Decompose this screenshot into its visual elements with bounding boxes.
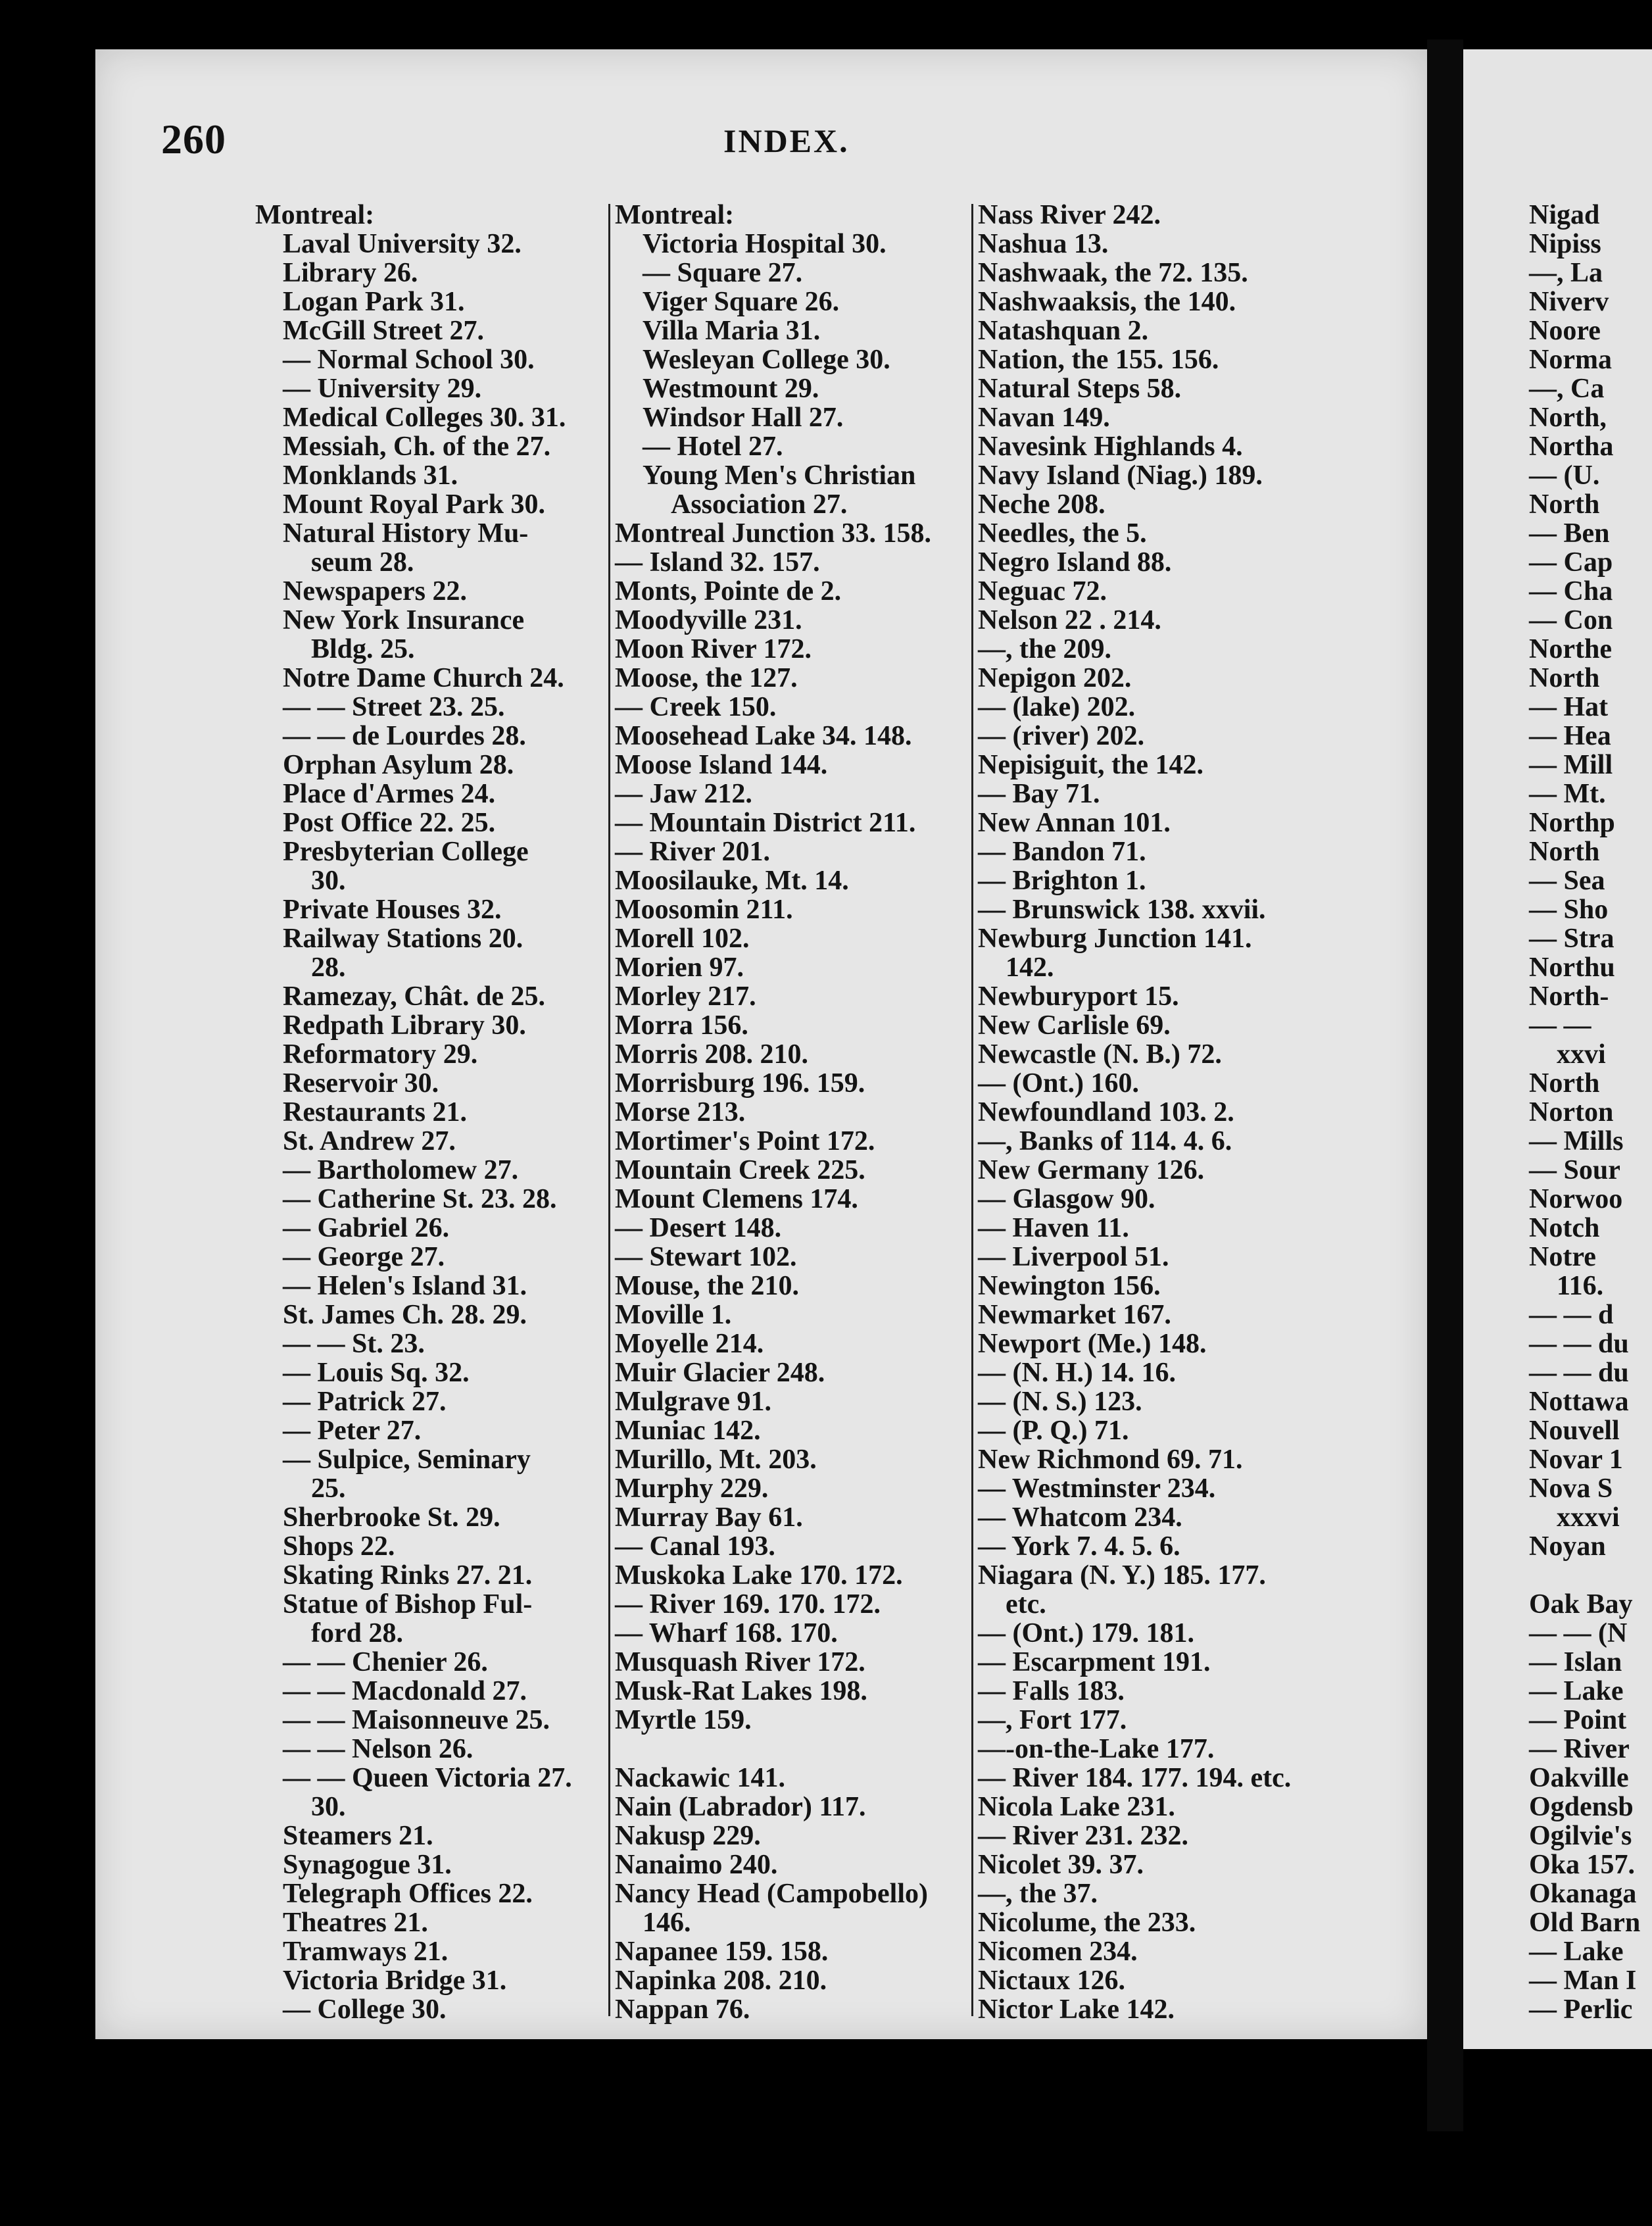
index-entry: — Island 32. 157. [615, 547, 820, 578]
index-entry: — Hotel 27. [643, 432, 783, 462]
index-entry: seum 28. [311, 547, 414, 578]
index-entry: Sherbrooke St. 29. [283, 1502, 500, 1533]
index-entry: — Man I [1529, 1966, 1637, 1996]
index-entry: Moosomin 211. [615, 895, 793, 925]
index-entry: Young Men's Christian [643, 460, 916, 491]
index-section-gap [615, 1735, 970, 1764]
index-entry: Statue of Bishop Ful- [283, 1589, 533, 1620]
index-entry: Mountain Creek 225. [615, 1155, 865, 1185]
index-entry: Niverv [1529, 287, 1609, 317]
page-title: INDEX. [723, 122, 850, 159]
index-entry: Post Office 22. 25. [283, 808, 496, 838]
index-entry: Moosilauke, Mt. 14. [615, 866, 849, 896]
index-entry: — Catherine St. 23. 28. [283, 1184, 557, 1214]
index-entry: — Con [1529, 605, 1613, 635]
index-entry: Newmarket 167. [978, 1300, 1171, 1330]
index-entry: Noore [1529, 316, 1601, 346]
index-entry: Nepisiguit, the 142. [978, 750, 1204, 780]
index-entry: — Mt. [1529, 779, 1606, 809]
index-entry: Neche 208. [978, 489, 1105, 520]
index-entry: North [1529, 663, 1600, 693]
index-entry: Nicola Lake 231. [978, 1792, 1175, 1822]
index-entry: —, Banks of 114. 4. 6. [978, 1126, 1232, 1156]
index-entry: — Glasgow 90. [978, 1184, 1155, 1214]
index-entry: — University 29. [283, 374, 482, 404]
index-entry: Newcastle (N. B.) 72. [978, 1039, 1222, 1070]
index-entry: Notch [1529, 1213, 1600, 1243]
index-entry: Bldg. 25. [311, 634, 415, 664]
index-entry: — Sulpice, Seminary [283, 1445, 531, 1475]
index-entry: — Falls 183. [978, 1676, 1125, 1706]
index-entry: Wesleyan College 30. [643, 345, 890, 375]
index-entry: — Canal 193. [615, 1531, 775, 1562]
index-entry: — Lake [1529, 1937, 1624, 1967]
index-entry: Natural Steps 58. [978, 374, 1182, 404]
index-entry: — Haven 11. [978, 1213, 1129, 1243]
index-entry: — Hea [1529, 721, 1611, 751]
index-entry: Notre Dame Church 24. [283, 663, 564, 693]
index-entry: North [1529, 489, 1600, 520]
index-entry: ford 28. [311, 1618, 403, 1648]
index-entry: — (river) 202. [978, 721, 1145, 751]
index-entry: Nipiss [1529, 229, 1601, 259]
index-entry: — Cha [1529, 576, 1613, 606]
index-entry: Newport (Me.) 148. [978, 1329, 1207, 1359]
index-entry: North [1529, 837, 1600, 867]
index-entry: North [1529, 1068, 1600, 1099]
index-entry: Nashua 13. [978, 229, 1109, 259]
index-entry: Okanaga [1529, 1879, 1637, 1909]
index-entry: Montreal: [255, 200, 375, 230]
index-entry: — Cap [1529, 547, 1613, 578]
index-entry: 25. [311, 1473, 346, 1504]
index-entry: New Richmond 69. 71. [978, 1445, 1243, 1475]
index-entry: Niagara (N. Y.) 185. 177. [978, 1560, 1266, 1591]
index-entry: Library 26. [283, 258, 418, 288]
index-entry: Nashwaak, the 72. 135. [978, 258, 1248, 288]
index-entry: Railway Stations 20. [283, 924, 523, 954]
index-entry: Nackawic 141. [615, 1763, 785, 1793]
index-entry: — — d [1529, 1300, 1614, 1330]
index-entry: — Gabriel 26. [283, 1213, 450, 1243]
index-entry: Morrisburg 196. 159. [615, 1068, 865, 1099]
column-rule [971, 204, 973, 2016]
index-entry: St. James Ch. 28. 29. [283, 1300, 527, 1330]
index-entry: Murray Bay 61. [615, 1502, 803, 1533]
index-entry: — (P. Q.) 71. [978, 1416, 1129, 1446]
index-entry: Viger Square 26. [643, 287, 840, 317]
book-gutter [1427, 39, 1463, 2131]
index-entry: — Normal School 30. [283, 345, 535, 375]
index-entry: Nation, the 155. 156. [978, 345, 1219, 375]
index-entry: — Sea [1529, 866, 1605, 896]
index-entry: — Perlic [1529, 1994, 1633, 2025]
index-entry: — Bandon 71. [978, 837, 1146, 867]
index-entry: Norma [1529, 345, 1612, 375]
index-entry: — Lake [1529, 1676, 1624, 1706]
index-entry: Newburg Junction 141. [978, 924, 1252, 954]
index-entry: — Sho [1529, 895, 1609, 925]
index-entry: 28. [311, 952, 346, 983]
index-entry: — Stra [1529, 924, 1615, 954]
index-entry: — Stewart 102. [615, 1242, 797, 1272]
index-column-3 [978, 201, 1346, 2024]
index-entry: Villa Maria 31. [643, 316, 821, 346]
index-entry: Ogilvie's [1529, 1821, 1632, 1851]
index-entry: — Hat [1529, 692, 1609, 722]
index-entry: — — du [1529, 1358, 1629, 1388]
index-entry: Victoria Hospital 30. [643, 229, 887, 259]
index-entry: Moville 1. [615, 1300, 732, 1330]
index-entry: Telegraph Offices 22. [283, 1879, 533, 1909]
index-entry: — Wharf 168. 170. [615, 1618, 838, 1648]
index-entry: Northe [1529, 634, 1612, 664]
index-entry: Skating Rinks 27. 21. [283, 1560, 533, 1591]
index-entry: — Louis Sq. 32. [283, 1358, 470, 1388]
index-entry: Musk-Rat Lakes 198. [615, 1676, 867, 1706]
index-entry: Windsor Hall 27. [643, 403, 844, 433]
index-entry: Muskoka Lake 170. 172. [615, 1560, 903, 1591]
index-entry: Ramezay, Chât. de 25. [283, 981, 545, 1012]
index-entry: New Germany 126. [978, 1155, 1205, 1185]
index-entry: Nepigon 202. [978, 663, 1132, 693]
index-entry: —, the 37. [978, 1879, 1098, 1909]
index-entry: Monklands 31. [283, 460, 458, 491]
index-entry: Morris 208. 210. [615, 1039, 808, 1070]
index-entry: Napanee 159. 158. [615, 1937, 829, 1967]
index-column-2 [615, 201, 970, 2024]
index-entry: Montreal: [615, 200, 735, 230]
index-entry: — Escarpment 191. [978, 1647, 1211, 1677]
index-entry: Novar 1 [1529, 1445, 1623, 1475]
index-entry: Myrtle 159. [615, 1705, 752, 1735]
index-entry: —, Fort 177. [978, 1705, 1127, 1735]
index-entry: — River 184. 177. 194. etc. [978, 1763, 1292, 1793]
index-entry: Mouse, the 210. [615, 1271, 799, 1301]
index-entry: — Peter 27. [283, 1416, 422, 1446]
index-entry: Northp [1529, 808, 1615, 838]
index-entry: Ogdensb [1529, 1792, 1634, 1822]
index-entry: Navesink Highlands 4. [978, 432, 1243, 462]
index-entry: — River 231. 232. [978, 1821, 1189, 1851]
index-entry: 30. [311, 1792, 346, 1822]
index-entry: — Brunswick 138. xxvii. [978, 895, 1266, 925]
index-entry: Murphy 229. [615, 1473, 769, 1504]
index-entry: Murillo, Mt. 203. [615, 1445, 817, 1475]
index-entry: Nottawa [1529, 1387, 1629, 1417]
index-entry: Newspapers 22. [283, 576, 467, 606]
index-entry: Natural History Mu- [283, 518, 529, 549]
index-entry: Morse 213. [615, 1097, 746, 1127]
index-entry: — — St. 23. [283, 1329, 425, 1359]
index-entry: — Liverpool 51. [978, 1242, 1169, 1272]
index-entry: Mount Clemens 174. [615, 1184, 858, 1214]
index-entry: Shops 22. [283, 1531, 395, 1562]
index-entry: — (N. H.) 14. 16. [978, 1358, 1176, 1388]
index-entry: Musquash River 172. [615, 1647, 865, 1677]
index-entry: — (lake) 202. [978, 692, 1136, 722]
index-entry: Needles, the 5. [978, 518, 1147, 549]
index-entry: Monts, Pointe de 2. [615, 576, 842, 606]
index-entry: Steamers 21. [283, 1821, 433, 1851]
index-entry: Moose, the 127. [615, 663, 798, 693]
index-entry: Nashwaaksis, the 140. [978, 287, 1236, 317]
index-entry: Newington 156. [978, 1271, 1161, 1301]
index-entry: Morien 97. [615, 952, 744, 983]
index-entry: Old Barn [1529, 1908, 1641, 1938]
index-entry: — Brighton 1. [978, 866, 1146, 896]
index-entry: Medical Colleges 30. 31. [283, 403, 566, 433]
index-entry: Nain (Labrador) 117. [615, 1792, 866, 1822]
index-entry: — — Queen Victoria 27. [283, 1763, 572, 1793]
index-entry: 30. [311, 866, 346, 896]
index-entry: —, La [1529, 258, 1603, 288]
index-entry: — Mills [1529, 1126, 1624, 1156]
index-entry: Nicomen 234. [978, 1937, 1138, 1967]
index-entry: Moodyville 231. [615, 605, 802, 635]
index-entry: 146. [643, 1908, 691, 1938]
index-entry: Nictaux 126. [978, 1966, 1125, 1996]
index-entry: Norton [1529, 1097, 1614, 1127]
index-entry: — George 27. [283, 1242, 445, 1272]
index-entry: — Desert 148. [615, 1213, 782, 1243]
index-entry: Moose Island 144. [615, 750, 828, 780]
index-entry: Oka 157. [1529, 1850, 1636, 1880]
index-entry: — Islan [1529, 1647, 1622, 1677]
index-entry: Nakusp 229. [615, 1821, 761, 1851]
index-entry: Mulgrave 91. [615, 1387, 771, 1417]
index-entry: Mount Royal Park 30. [283, 489, 545, 520]
index-entry: xxxvi [1557, 1502, 1620, 1533]
index-entry: — Bartholomew 27. [283, 1155, 519, 1185]
index-entry: —, Ca [1529, 374, 1605, 404]
index-entry: — Point [1529, 1705, 1627, 1735]
index-entry: Synagogue 31. [283, 1850, 452, 1880]
index-entry: Nicolet 39. 37. [978, 1850, 1144, 1880]
index-entry: Nancy Head (Campobello) [615, 1879, 928, 1909]
index-entry: Redpath Library 30. [283, 1010, 526, 1041]
index-entry: — — (N [1529, 1618, 1628, 1648]
index-entry: Reformatory 29. [283, 1039, 478, 1070]
index-entry: St. Andrew 27. [283, 1126, 456, 1156]
index-entry: — — [1529, 1010, 1591, 1041]
index-entry: Reservoir 30. [283, 1068, 439, 1099]
index-entry: — Helen's Island 31. [283, 1271, 527, 1301]
index-entry: — College 30. [283, 1994, 447, 2025]
index-entry: — Square 27. [643, 258, 803, 288]
index-entry: — Whatcom 234. [978, 1502, 1182, 1533]
index-entry: Nelson 22 . 214. [978, 605, 1161, 635]
index-entry: Westmount 29. [643, 374, 819, 404]
index-entry: Moon River 172. [615, 634, 812, 664]
index-entry: — Jaw 212. [615, 779, 752, 809]
index-column-4-cropped [1529, 201, 1652, 2024]
index-entry: Northu [1529, 952, 1615, 983]
index-entry: —-on-the-Lake 177. [978, 1734, 1215, 1764]
index-entry: — River [1529, 1734, 1630, 1764]
index-entry: Tramways 21. [283, 1937, 449, 1967]
index-entry: Moyelle 214. [615, 1329, 764, 1359]
index-entry: Nappan 76. [615, 1994, 750, 2025]
index-entry: Neguac 72. [978, 576, 1107, 606]
index-entry: Laval University 32. [283, 229, 522, 259]
index-entry: — — de Lourdes 28. [283, 721, 526, 751]
index-entry: Newfoundland 103. 2. [978, 1097, 1234, 1127]
index-entry: — York 7. 4. 5. 6. [978, 1531, 1180, 1562]
index-entry: — River 169. 170. 172. [615, 1589, 881, 1620]
index-entry: etc. [1006, 1589, 1046, 1620]
index-entry: Presbyterian College [283, 837, 529, 867]
index-entry: Navy Island (Niag.) 189. [978, 460, 1263, 491]
index-entry: — Westminster 234. [978, 1473, 1216, 1504]
index-section-gap [1529, 1561, 1652, 1590]
index-entry: xxvi [1557, 1039, 1606, 1070]
index-entry: North- [1529, 981, 1609, 1012]
index-entry: New York Insurance [283, 605, 525, 635]
index-entry: Restaurants 21. [283, 1097, 467, 1127]
index-entry: Newburyport 15. [978, 981, 1179, 1012]
index-entry: Theatres 21. [283, 1908, 428, 1938]
index-entry: 116. [1557, 1271, 1604, 1301]
index-entry: Notre [1529, 1242, 1596, 1272]
index-entry: Nigad [1529, 200, 1600, 230]
index-entry: Oakville [1529, 1763, 1629, 1793]
index-entry: Morley 217. [615, 981, 756, 1012]
index-entry: — — Nelson 26. [283, 1734, 474, 1764]
index-entry: Morell 102. [615, 924, 750, 954]
index-entry: Nass River 242. [978, 200, 1161, 230]
index-entry: Noyan [1529, 1531, 1606, 1562]
index-entry: Oak Bay [1529, 1589, 1633, 1620]
index-entry: — River 201. [615, 837, 771, 867]
index-entry: Moosehead Lake 34. 148. [615, 721, 912, 751]
index-entry: Navan 149. [978, 403, 1110, 433]
index-entry: — — Street 23. 25. [283, 692, 505, 722]
index-entry: Place d'Armes 24. [283, 779, 496, 809]
index-entry: Victoria Bridge 31. [283, 1966, 507, 1996]
index-entry: McGill Street 27. [283, 316, 484, 346]
index-entry: Nicolume, the 233. [978, 1908, 1196, 1938]
index-entry: — Creek 150. [615, 692, 777, 722]
index-entry: Montreal Junction 33. 158. [615, 518, 932, 549]
index-entry: — — du [1529, 1329, 1629, 1359]
index-entry: — — Macdonald 27. [283, 1676, 527, 1706]
index-column-1 [255, 201, 610, 2024]
index-entry: — Ben [1529, 518, 1610, 549]
index-entry: — (Ont.) 179. 181. [978, 1618, 1194, 1648]
index-entry: Association 27. [671, 489, 848, 520]
index-entry: — (U. [1529, 460, 1600, 491]
index-entry: Negro Island 88. [978, 547, 1172, 578]
index-entry: Nouvell [1529, 1416, 1620, 1446]
index-entry: — Patrick 27. [283, 1387, 447, 1417]
index-entry: — — Chenier 26. [283, 1647, 488, 1677]
index-entry: Napinka 208. 210. [615, 1966, 827, 1996]
index-entry: Morra 156. [615, 1010, 748, 1041]
index-entry: Nanaimo 240. [615, 1850, 778, 1880]
index-entry: New Carlisle 69. [978, 1010, 1171, 1041]
index-entry: — Sour [1529, 1155, 1620, 1185]
index-entry: Mortimer's Point 172. [615, 1126, 875, 1156]
index-entry: — (Ont.) 160. [978, 1068, 1139, 1099]
index-entry: Logan Park 31. [283, 287, 465, 317]
index-entry: — (N. S.) 123. [978, 1387, 1142, 1417]
index-entry: — Bay 71. [978, 779, 1100, 809]
index-entry: Muniac 142. [615, 1416, 761, 1446]
index-entry: Northa [1529, 432, 1614, 462]
index-entry: North, [1529, 403, 1607, 433]
index-entry: — Mill [1529, 750, 1613, 780]
index-entry: Orphan Asylum 28. [283, 750, 514, 780]
index-entry: — Mountain District 211. [615, 808, 916, 838]
index-entry: Messiah, Ch. of the 27. [283, 432, 551, 462]
index-entry: — — Maisonneuve 25. [283, 1705, 550, 1735]
index-entry: Natashquan 2. [978, 316, 1149, 346]
index-entry: Norwoo [1529, 1184, 1623, 1214]
index-entry: 142. [1006, 952, 1054, 983]
index-entry: Nova S [1529, 1473, 1613, 1504]
page-number: 260 [161, 116, 226, 162]
index-entry: Private Houses 32. [283, 895, 502, 925]
index-entry: —, the 209. [978, 634, 1111, 664]
index-entry: Nictor Lake 142. [978, 1994, 1175, 2025]
index-entry: Muir Glacier 248. [615, 1358, 825, 1388]
index-entry: New Annan 101. [978, 808, 1171, 838]
